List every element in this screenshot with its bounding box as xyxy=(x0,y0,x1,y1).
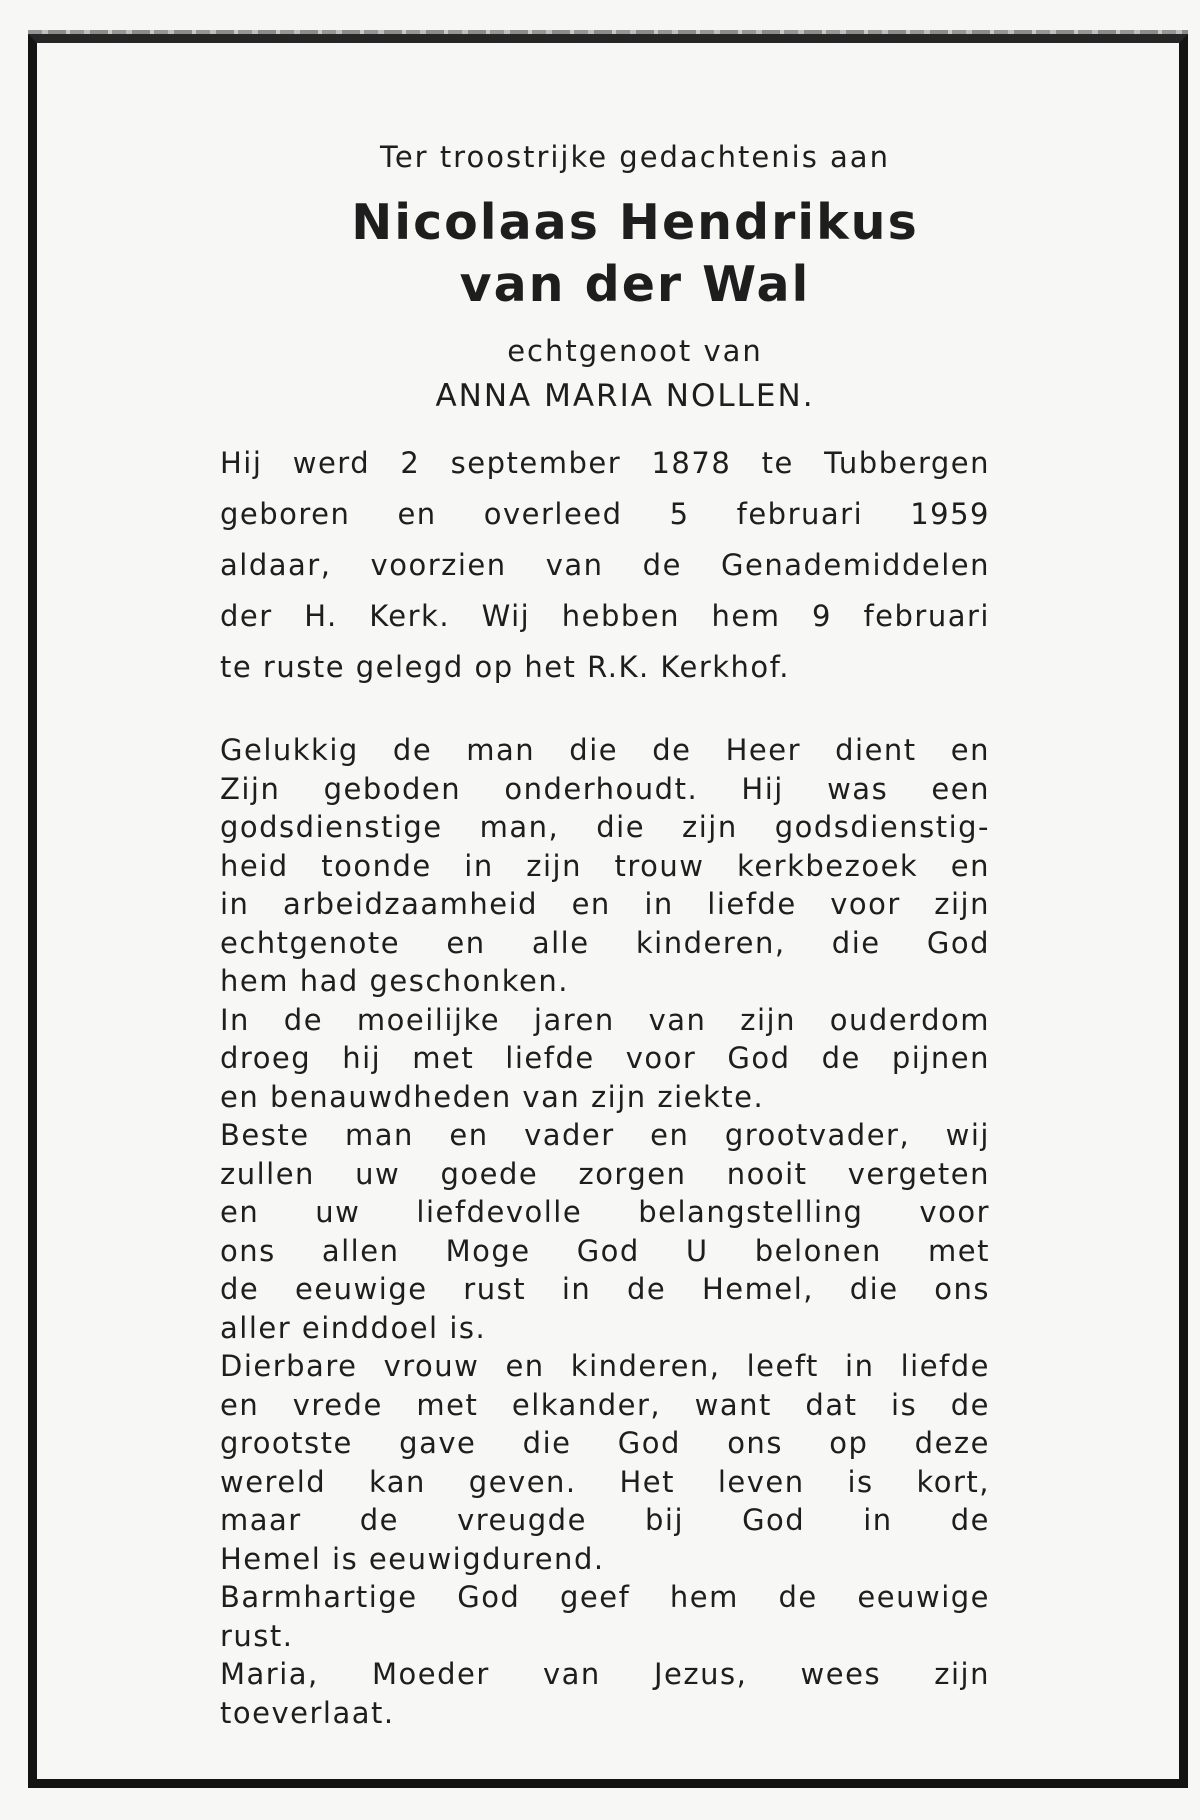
eulogy-line: Beste man en vader en grootvader, wij xyxy=(220,1118,990,1152)
eulogy-line: en benauwdheden van zijn ziekte. xyxy=(220,1079,765,1114)
bio-line: der H. Kerk. Wij hebben hem 9 februari xyxy=(220,599,990,633)
eulogy-line: Barmhartige God geef hem de eeuwige xyxy=(220,1580,990,1614)
bio-line: Hij werd 2 september 1878 te Tubbergen xyxy=(220,446,990,480)
eulogy-line: In de moeilijke jaren van zijn ouderdom xyxy=(220,1002,990,1037)
eulogy-line: maar de vreugde bij God in de xyxy=(220,1503,990,1537)
spouse-label: echtgenoot van xyxy=(507,334,763,368)
eulogy-line: rust. xyxy=(220,1618,294,1653)
eulogy-line: en uw liefdevolle belangstelling voor xyxy=(220,1195,990,1229)
eulogy-line: aller einddoel is. xyxy=(220,1310,487,1345)
eulogy-line: en vrede met elkander, want dat is de xyxy=(220,1387,990,1422)
eulogy-line: godsdienstige man, die zijn godsdienstig- xyxy=(220,810,990,844)
bio-line: geboren en overleed 5 februari 1959 xyxy=(220,497,990,531)
eulogy-line: de eeuwige rust in de Hemel, die ons xyxy=(220,1272,990,1306)
eulogy-line: Maria, Moeder van Jezus, wees zijn xyxy=(220,1657,990,1691)
eulogy-line: Hemel is eeuwigdurend. xyxy=(220,1541,605,1576)
eulogy-line: wereld kan geven. Het leven is kort, xyxy=(220,1464,990,1499)
bio-line: te ruste gelegd op het R.K. Kerkhof. xyxy=(220,650,790,684)
eulogy-line: hem had geschonken. xyxy=(220,964,569,998)
eulogy-line: heid toonde in zijn trouw kerkbezoek en xyxy=(220,848,990,883)
deceased-name-line2: van der Wal xyxy=(459,256,811,313)
eulogy-line: Zijn geboden onderhoudt. Hij was een xyxy=(220,771,990,806)
eulogy-line: echtgenote en alle kinderen, die God xyxy=(220,925,990,960)
eulogy-line: ons allen Moge God U belonen met xyxy=(220,1233,990,1268)
eulogy-line: zullen uw goede zorgen nooit vergeten xyxy=(220,1156,990,1191)
eulogy-line: toeverlaat. xyxy=(220,1695,395,1730)
eulogy-line: grootste gave die God ons op deze xyxy=(220,1426,990,1460)
memorial-card-text xyxy=(220,140,990,1732)
eulogy-line: Gelukkig de man die de Heer dient en xyxy=(220,733,990,767)
eulogy-line: Dierbare vrouw en kinderen, leeft in liefde xyxy=(220,1349,990,1383)
intro-line: Ter troostrijke gedachtenis aan xyxy=(380,140,890,174)
biography-paragraph xyxy=(220,438,990,693)
bio-line: aldaar, voorzien van de Genademiddelen xyxy=(220,548,990,582)
eulogy-line: droeg hij met liefde voor God de pijnen xyxy=(220,1041,990,1075)
spouse-name: ANNA MARIA NOLLEN. xyxy=(435,378,815,414)
deceased-name-line1: Nicolaas Hendrikus xyxy=(351,194,919,251)
eulogy-text xyxy=(220,731,990,1732)
eulogy-line: in arbeidzaamheid en in liefde voor zijn xyxy=(220,887,990,921)
